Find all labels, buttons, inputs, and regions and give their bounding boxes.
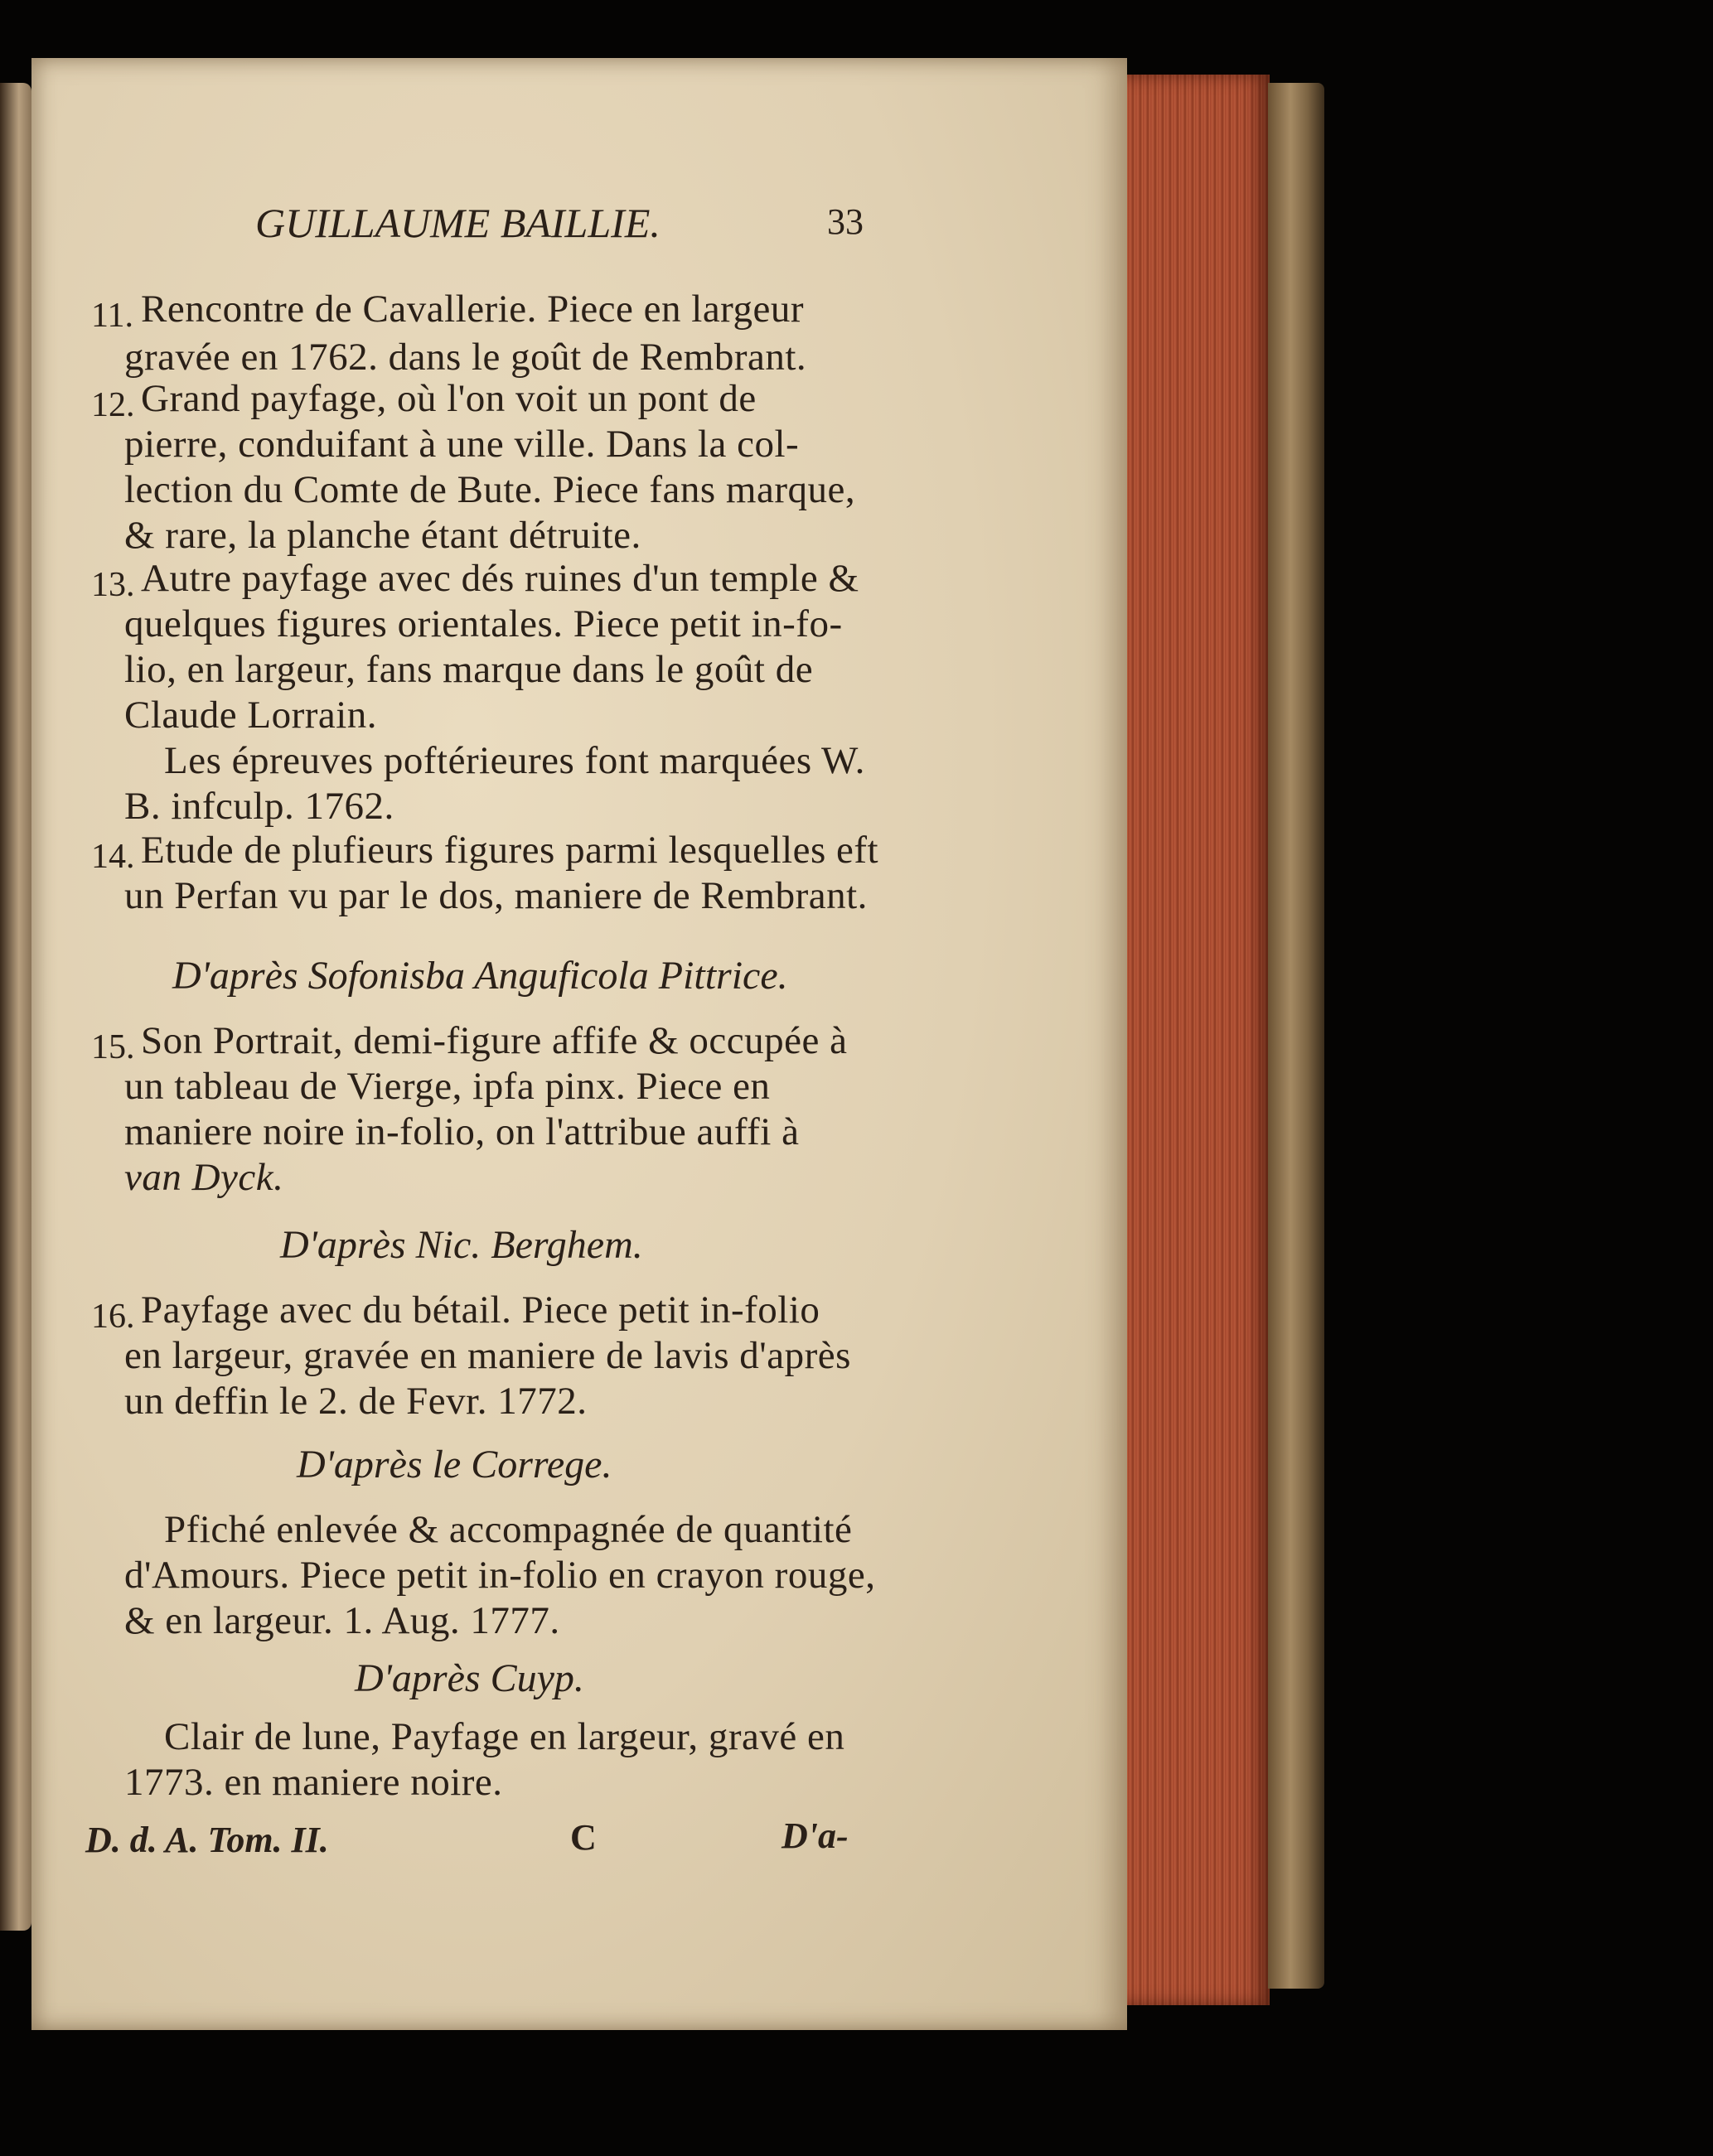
entry-line: 1773. en maniere noire. — [124, 1761, 503, 1804]
entry-number: 14. — [91, 838, 135, 876]
entry-line: en largeur, gravée en maniere de lavis d'après — [124, 1334, 851, 1377]
entry-line: Grand payfage, où l'on voit un pont de — [141, 377, 757, 420]
entry-line: un tableau de Vierge, ipfa pinx. Piece en — [124, 1065, 771, 1108]
entry-number: 12. — [91, 386, 135, 424]
entry-line: B. infculp. 1762. — [124, 785, 394, 828]
red-page-edges — [1120, 75, 1270, 2005]
book-page — [31, 58, 1127, 2030]
section-subhead: D'après le Correge. — [297, 1443, 612, 1486]
section-subhead: D'après Sofonisba Anguficola Pittrice. — [172, 954, 788, 998]
entry-line: maniere noire in-folio, on l'attribue auffi à — [124, 1110, 800, 1153]
signature-line: D. d. A. Tom. II. — [85, 1820, 329, 1860]
catchword: D'a- — [781, 1815, 849, 1856]
entry-line: lio, en largeur, fans marque dans le goût de — [124, 648, 814, 691]
entry-number: 13. — [91, 566, 135, 604]
entry-line: Son Portrait, demi-figure affife & occupée à — [141, 1019, 848, 1062]
entry-line: un Perfan vu par le dos, maniere de Rembrant. — [124, 874, 868, 917]
entry-number: 15. — [91, 1028, 135, 1066]
entry-line: Les épreuves poftérieures font marquées W. — [164, 739, 865, 782]
running-head-title: GUILLAUME BAILLIE. — [255, 200, 661, 246]
left-page-edge — [0, 83, 31, 1931]
entry-number: 11. — [91, 297, 133, 335]
entry-line: gravée en 1762. dans le goût de Rembrant. — [124, 336, 807, 379]
entry-number: 16. — [91, 1298, 135, 1336]
entry-line: lection du Comte de Bute. Piece fans marque, — [124, 468, 856, 511]
entry-line: Autre payfage avec dés ruines d'un temple & — [141, 557, 859, 600]
entry-line: d'Amours. Piece petit in-folio en crayon rouge, — [124, 1554, 876, 1597]
entry-line: Claude Lorrain. — [124, 694, 378, 737]
entry-line: Rencontre de Cavallerie. Piece en largeur — [141, 288, 804, 331]
section-subhead: D'après Cuyp. — [355, 1656, 584, 1700]
page-number: 33 — [827, 201, 864, 242]
entry-line: Etude de plufieurs figures parmi lesquelles eft — [141, 829, 879, 872]
entry-line: Clair de lune, Payfage en largeur, gravé en — [164, 1715, 845, 1758]
entry-line: van Dyck. — [124, 1156, 284, 1199]
entry-line: quelques figures orientales. Piece petit in-fo- — [124, 602, 843, 645]
entry-line: Pfiché enlevée & accompagnée de quantité — [164, 1508, 853, 1551]
entry-line: un deffin le 2. de Fevr. 1772. — [124, 1380, 588, 1423]
entry-line: Payfage avec du bétail. Piece petit in-folio — [141, 1288, 820, 1332]
page-text — [31, 58, 1127, 2030]
entry-line: & rare, la planche étant détruite. — [124, 514, 641, 557]
entry-line: & en largeur. 1. Aug. 1777. — [124, 1599, 560, 1642]
book-binding — [1268, 83, 1324, 1989]
section-subhead: D'après Nic. Berghem. — [280, 1223, 643, 1267]
entry-line: pierre, conduifant à une ville. Dans la col- — [124, 423, 800, 466]
signature-mark: C — [570, 1817, 597, 1858]
